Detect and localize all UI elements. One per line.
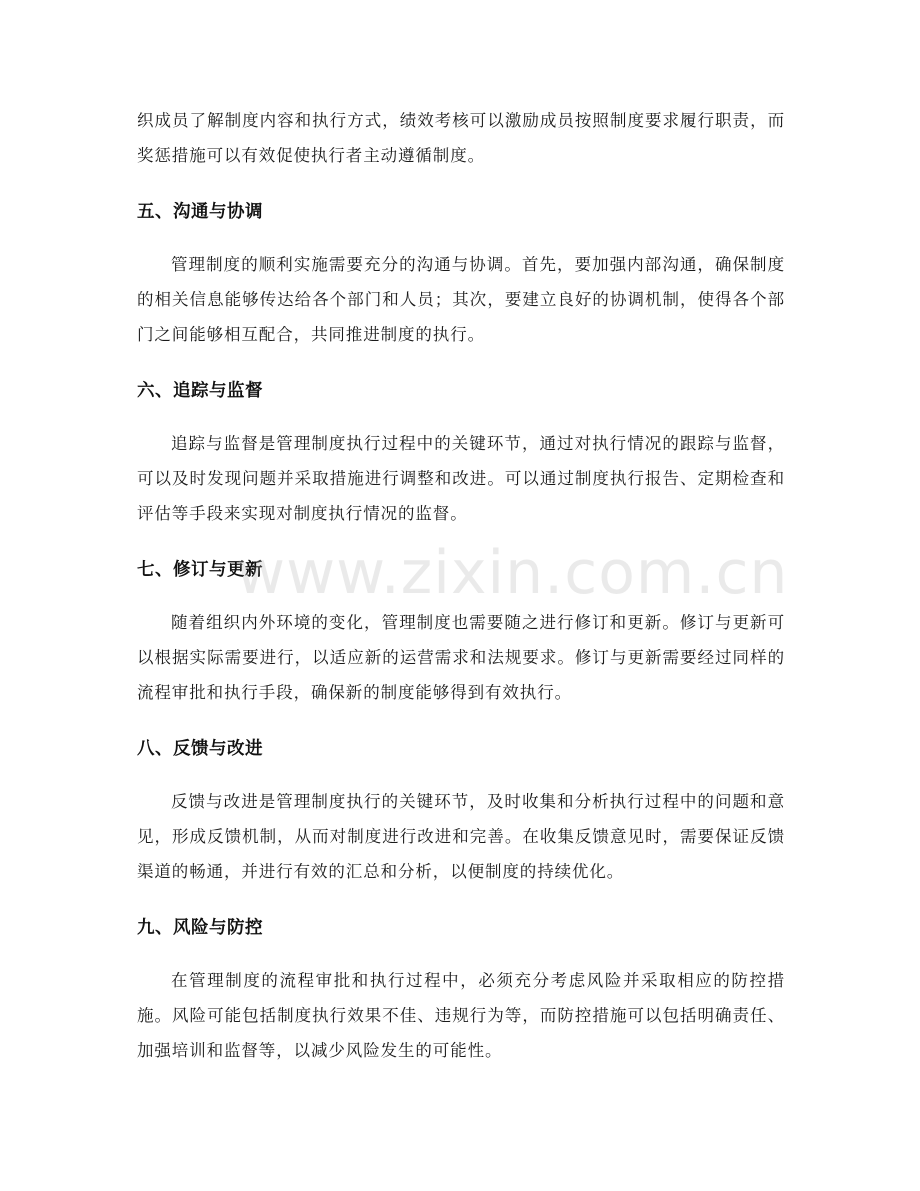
paragraph-intro: 织成员了解制度内容和执行方式，绩效考核可以激励成员按照制度要求履行职责，而奖惩措施可以有效促使执行者主动遵循制度。: [137, 111, 785, 165]
paragraph-section-8: 反馈与改进是管理制度执行的关键环节，及时收集和分析执行过程中的问题和意见，形成反馈机制，从而对制度进行改进和完善。在收集反馈意见时，需要保证反馈渠道的畅通，并进行有效的汇总和分析，以便制度的持续优化。: [137, 792, 785, 881]
heading-section-9: 九、风险与防控: [137, 918, 263, 938]
paragraph-section-9: 在管理制度的流程审批和执行过程中，必须充分考虑风险并采取相应的防控措施。风险可能包括制度执行效果不佳、违规行为等，而防控措施可以包括明确责任、加强培训和监督等，以减少风险发生的可能性。: [137, 971, 785, 1060]
heading-section-6: 六、追踪与监督: [137, 381, 263, 401]
heading-section-5: 五、沟通与协调: [137, 202, 263, 222]
paragraph-section-5: 管理制度的顺利实施需要充分的沟通与协调。首先，要加强内部沟通，确保制度的相关信息能够传达给各个部门和人员；其次，要建立良好的协调机制，使得各个部门之间能够相互配合，共同推进制度的执行。: [137, 255, 785, 344]
paragraph-section-6: 追踪与监督是管理制度执行过程中的关键环节，通过对执行情况的跟踪与监督，可以及时发现问题并采取措施进行调整和改进。可以通过制度执行报告、定期检查和评估等手段来实现对制度执行情况的监督。: [137, 434, 785, 523]
heading-section-8: 八、反馈与改进: [137, 739, 263, 759]
heading-section-7: 七、修订与更新: [137, 560, 263, 580]
watermark: www.zixin.com.cn: [236, 538, 789, 608]
paragraph-section-7: 随着组织内外环境的变化，管理制度也需要随之进行修订和更新。修订与更新可以根据实际需要进行，以适应新的运营需求和法规要求。修订与更新需要经过同样的流程审批和执行手段，确保新的制度能够得到有效执行。: [137, 613, 785, 702]
